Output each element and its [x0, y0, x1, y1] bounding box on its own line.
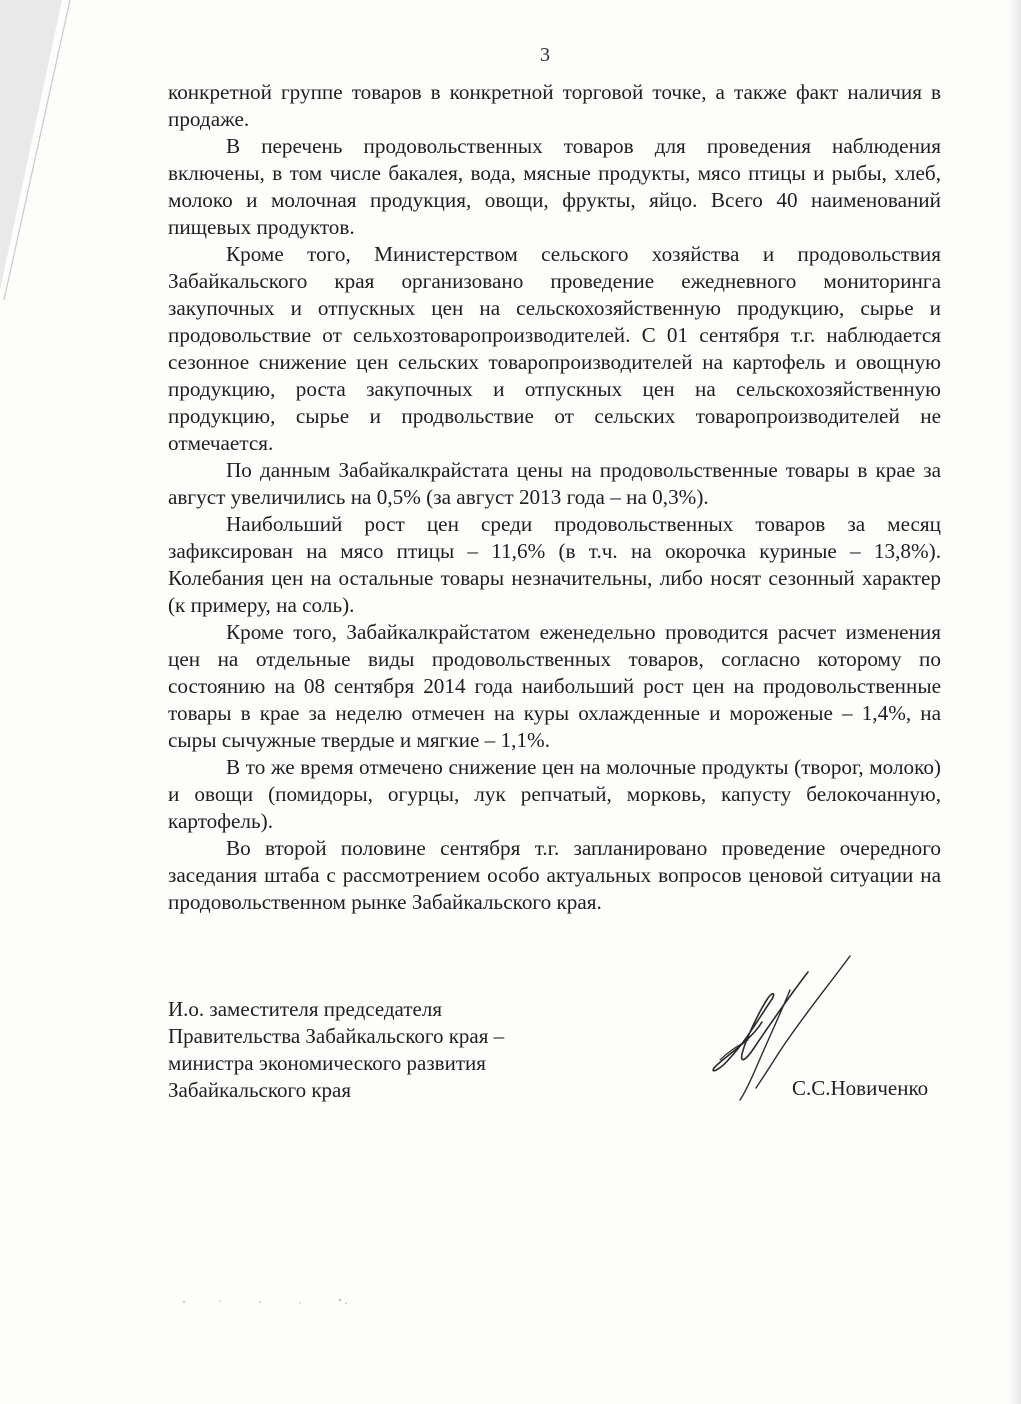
- paragraph: В перечень продовольственных товаров для проведения наблюдения включены, в том числе бакалея, вода, мясные продукты, мясо птицы и рыбы, хлеб, молоко и молочная продукция, овощи, фрукты, яйцо. Всего 40 наименований пищевых продуктов.: [168, 134, 941, 239]
- signatory-position-line: министра экономического развития: [168, 1051, 486, 1075]
- signatory-position-line: И.о. заместителя председателя: [168, 997, 442, 1021]
- paragraph: Во второй половине сентября т.г. запланировано проведение очередного заседания штаба с рассмотрением особо актуальных вопросов ценовой ситуации на продовольственном рынке Забайкальского края.: [168, 836, 941, 914]
- body-text: [168, 79, 941, 916]
- scan-edge-shadow: [0, 0, 80, 300]
- paragraph: В то же время отмечено снижение цен на молочные продукты (творог, молоко) и овощи (помидоры, огурцы, лук репчатый, морковь, капусту белокочанную, картофель).: [168, 755, 941, 833]
- scan-noise: [180, 1296, 380, 1308]
- paragraph-continuation: конкретной группе товаров в конкретной торговой точке, а также факт наличия в продаже.: [168, 80, 941, 131]
- paragraph: Кроме того, Забайкалкрайстатом еженедельно проводится расчет изменения цен на отдельные виды продовольственных товаров, согласно которому по состоянию на 08 сентября 2014 года наибольший рост цен на продовольственные товары в крае за неделю отмечен на куры охлажденные и мороженые – 1,4%, на сыры сычужные твердые и мягкие – 1,1%.: [168, 620, 941, 752]
- signatory-position: [168, 996, 504, 1104]
- signatory-position-line: Забайкальского края: [168, 1078, 352, 1102]
- paragraph: По данным Забайкалкрайстата цены на продовольственные товары в крае за август увеличились на 0,5% (за август 2013 года – на 0,3%).: [168, 458, 941, 509]
- paragraph: Кроме того, Министерством сельского хозяйства и продовольствия Забайкальского края организовано проведение ежедневного мониторинга закупочных и отпускных цен на сельскохозяйственную продукцию, сырье и продовольствие от сельхозтоваропроизводителей. С 01 сентября т.г. наблюдается сезонное снижение цен сельских товаропроизводителей на картофель и овощную продукцию, роста закупочных и отпускных цен на сельскохозяйственную продукцию, сырье и продвольствие от сельских товаропроизводителей не отмечается.: [168, 242, 941, 455]
- signatory-name: С.С.Новиченко: [792, 1076, 929, 1100]
- paragraph: Наибольший рост цен среди продовольственных товаров за месяц зафиксирован на мясо птицы – 11,6% (в т.ч. на окорочка куриные – 13,8%). Колебания цен на остальные товары незначительны, либо носят сезонный характер (к примеру, на соль).: [168, 512, 941, 617]
- page-number: 3: [540, 44, 550, 66]
- signatory-position-line: Правительства Забайкальского края –: [168, 1024, 505, 1048]
- scan-right-edge: [1007, 0, 1021, 1404]
